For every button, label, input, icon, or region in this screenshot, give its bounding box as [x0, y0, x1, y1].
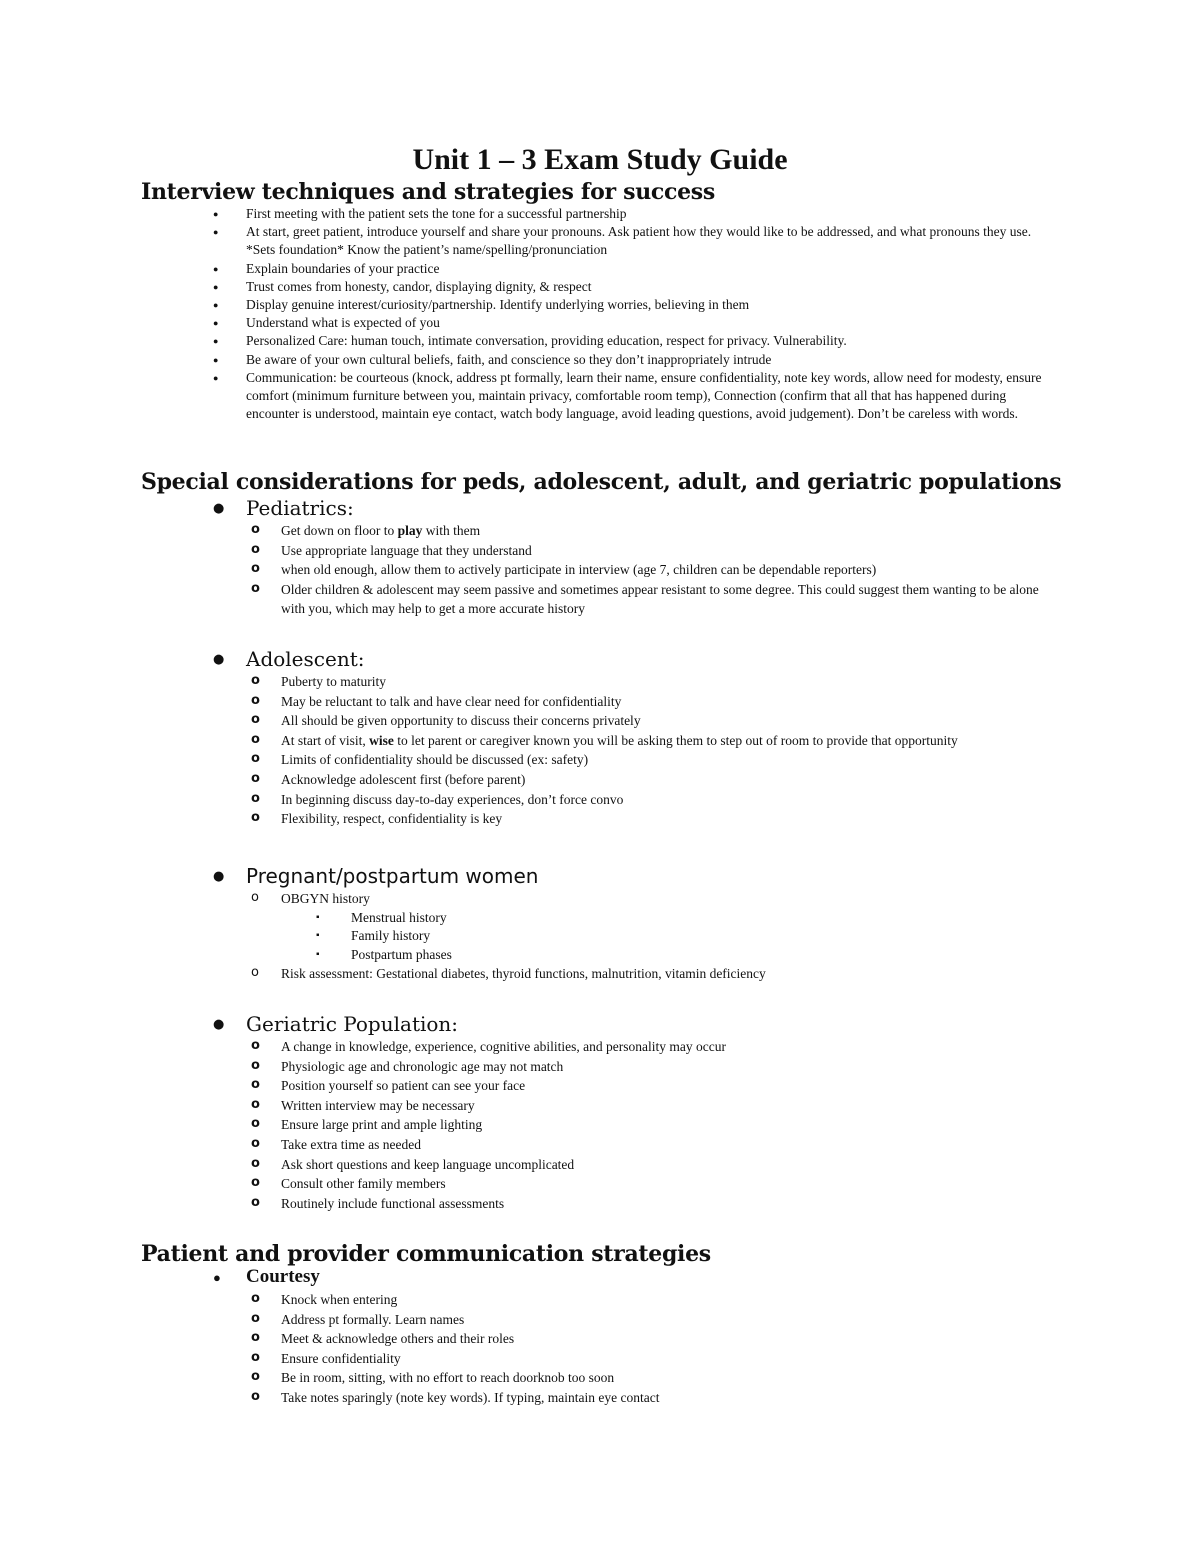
list-item: o Ensure large print and ample lighting [211, 1115, 1060, 1135]
adolescent-list [246, 672, 1060, 829]
list-item: ● First meeting with the patient sets the tone for a successful partnership [210, 205, 1060, 223]
list-item: o A change in knowledge, experience, cognitive abilities, and personality may occur [211, 1037, 1060, 1057]
obgyn-sublist [281, 909, 1060, 965]
list-item: ● Explain boundaries of your practice [210, 260, 1060, 278]
list-item: o Physiologic age and chronologic age may not match [211, 1057, 1060, 1077]
document-title: Unit 1 – 3 Exam Study Guide [412, 143, 788, 176]
pediatrics-label [210, 495, 1060, 619]
list-item: o Meet & acknowledge others and their roles [211, 1329, 1060, 1349]
pediatrics-list [246, 521, 1060, 619]
list-item: o Position yourself so patient can see your face [211, 1076, 1060, 1096]
special-heading: Special considerations for peds, adolescent, adult, and geriatric populations [141, 469, 1062, 495]
list-item: o All should be given opportunity to discuss their concerns privately [211, 711, 1060, 731]
list-item: o In beginning discuss day-to-day experiences, don’t force convo [211, 790, 1060, 810]
list-item: o Acknowledge adolescent first (before parent) [211, 770, 1060, 790]
list-item: o Take extra time as needed [211, 1135, 1060, 1155]
interview-list [210, 205, 1060, 423]
list-item [211, 521, 1060, 541]
list-item: o May be reluctant to talk and have clear need for confidentiality [211, 692, 1060, 712]
pregnant-section [210, 863, 1060, 984]
list-item: ● Trust comes from honesty, candor, displaying dignity, & respect [210, 278, 1060, 296]
list-item: ▪ Menstrual history [281, 909, 1060, 928]
pregnant-list [246, 889, 1060, 984]
play-text-post: with them [422, 523, 481, 538]
list-item: ● Understand what is expected of you [210, 314, 1060, 332]
list-item: o Limits of confidentiality should be discussed (ex: safety) [211, 750, 1060, 770]
list-item: o Ensure confidentiality [211, 1349, 1060, 1369]
play-text-bold: play [397, 523, 423, 538]
list-item: o Older children & adolescent may seem passive and sometimes appear resistant to some degree. This could suggest them wanting to be alone with you, which may help to get a more accurate history [211, 580, 1060, 619]
wise-text-bold: wise [369, 732, 394, 748]
courtesy-list [246, 1290, 1060, 1408]
pregnant-label-text: Pregnant/postpartum women [246, 864, 539, 888]
list-item: ▪ Postpartum phases [281, 946, 1060, 965]
list-item: ● Communication: be courteous (knock, address pt formally, learn their name, ensure confidentiality, note key words, allow need for modesty, ensure comfort (minimum furniture between you, maintain privacy, comfortable room temp), Connection (confirm that all that has happened during encounter is understood, maintain eye contact, watch body language, avoid leading questions, avoid judgement). Don’t be careless with words. [210, 369, 1060, 424]
list-item: ● Display genuine interest/curiosity/partnership. Identify underlying worries, believing in them [210, 296, 1060, 314]
adolescent-label [210, 646, 1060, 829]
geriatric-list [246, 1037, 1060, 1213]
list-item: o Flexibility, respect, confidentiality is key [211, 809, 1060, 829]
list-item [211, 889, 1060, 964]
geriatric-label [210, 1011, 1060, 1213]
wise-text-post: to let parent or caregiver known you will be asking them to step out of room to provide that opportunity [393, 732, 958, 748]
pediatrics-label-text: Pediatrics: [246, 496, 354, 520]
courtesy-section [210, 1264, 1060, 1408]
courtesy-label-text: Courtesy [246, 1266, 320, 1287]
list-item [211, 731, 1060, 751]
adolescent-section [210, 646, 1060, 829]
courtesy-label [210, 1264, 1060, 1408]
list-item: o Address pt formally. Learn names [211, 1310, 1060, 1330]
list-item: o Use appropriate language that they understand [211, 541, 1060, 561]
wise-text-pre: At start of visit, [281, 732, 370, 748]
list-item: o Be in room, sitting, with no effort to reach doorknob too soon [211, 1368, 1060, 1388]
play-text-pre: Get down on floor to [281, 523, 398, 538]
list-item: ● At start, greet patient, introduce yourself and share your pronouns. Ask patient how they would like to be addressed, and what pronouns they use. *Sets foundation* Know the patient’s name/spelling/pronunciation [210, 223, 1060, 259]
obgyn-text: OBGYN history [281, 891, 370, 906]
list-item: o Consult other family members [211, 1174, 1060, 1194]
list-item: o when old enough, allow them to actively participate in interview (age 7, children can be dependable reporters) [211, 560, 1060, 580]
list-item: ● Be aware of your own cultural beliefs, faith, and conscience so they don’t inappropriately intrude [210, 351, 1060, 369]
pediatrics-section [210, 495, 1060, 619]
geriatric-label-text: Geriatric Population: [246, 1012, 459, 1036]
list-item: o Written interview may be necessary [211, 1096, 1060, 1116]
list-item: ● Personalized Care: human touch, intimate conversation, providing education, respect for privacy. Vulnerability. [210, 332, 1060, 350]
list-item: o Routinely include functional assessments [211, 1194, 1060, 1214]
adolescent-label-text: Adolescent: [246, 647, 365, 671]
interview-heading: Interview techniques and strategies for success [141, 179, 715, 205]
list-item: o Ask short questions and keep language uncomplicated [211, 1155, 1060, 1175]
pregnant-label [210, 863, 1060, 984]
communication-heading: Patient and provider communication strategies [141, 1241, 711, 1267]
list-item: ▪ Family history [281, 927, 1060, 946]
list-item: o Risk assessment: Gestational diabetes, thyroid functions, malnutrition, vitamin deficiency [211, 964, 1060, 984]
list-item: o Take notes sparingly (note key words). If typing, maintain eye contact [211, 1388, 1060, 1408]
list-item: o Knock when entering [211, 1290, 1060, 1310]
geriatric-section [210, 1011, 1060, 1213]
list-item: o Puberty to maturity [211, 672, 1060, 692]
